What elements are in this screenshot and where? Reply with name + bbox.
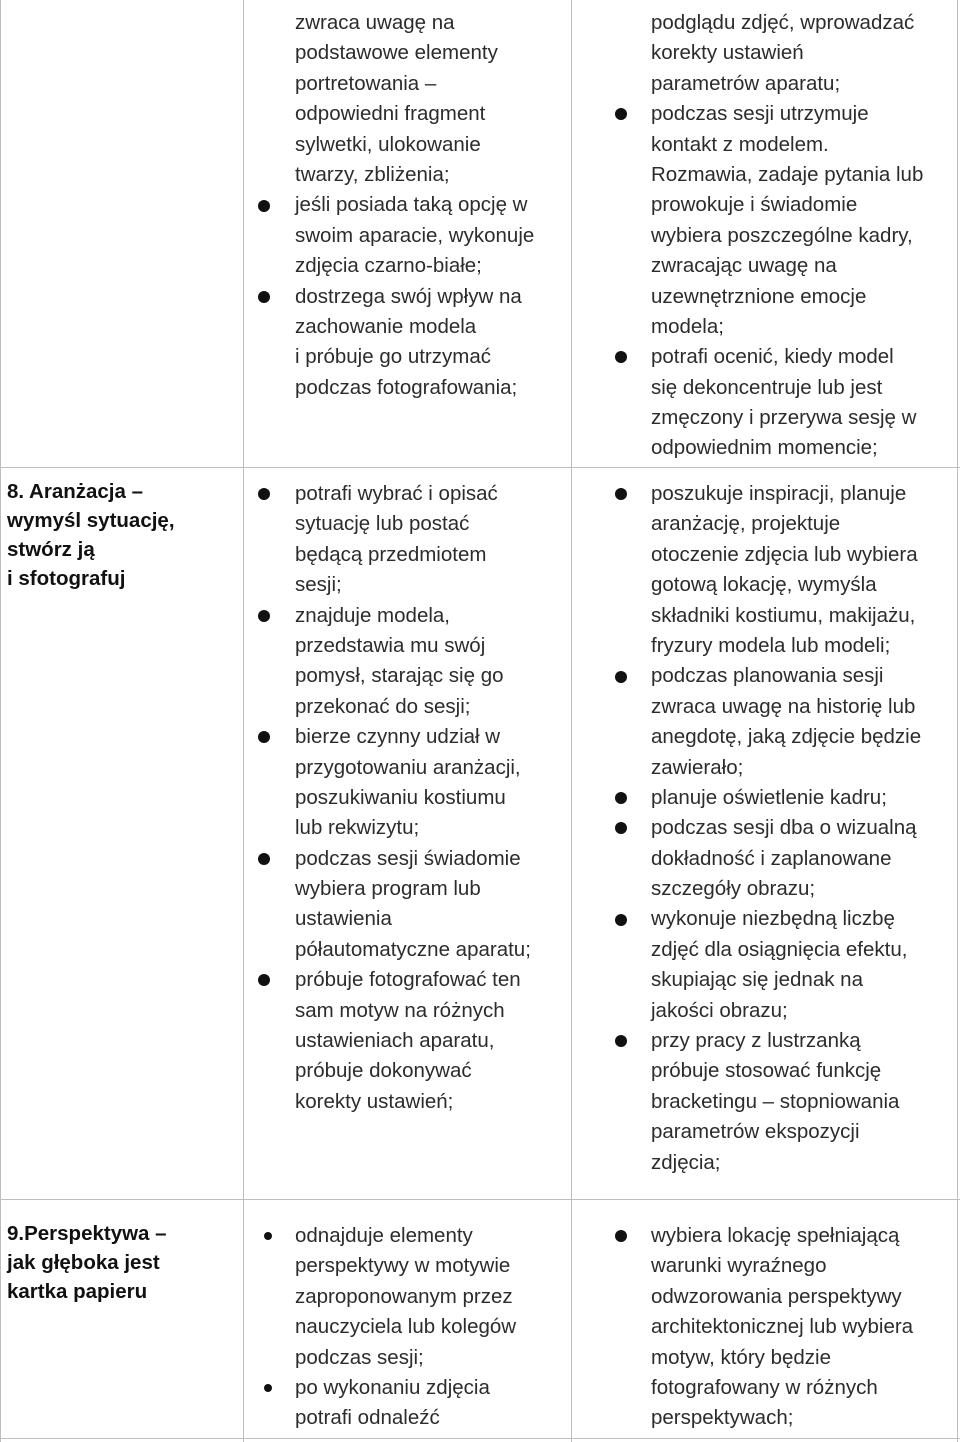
cell-text-line: zawierało; xyxy=(651,755,744,779)
cell-text-line: dokładność i zaplanowane xyxy=(651,846,892,870)
cell-text-line: przy pracy z lustrzanką xyxy=(651,1029,861,1053)
cell-text-line: lub rekwizytu; xyxy=(295,816,420,840)
bullet-icon xyxy=(615,914,627,926)
cell-text-line: po wykonaniu zdjęcia xyxy=(295,1375,490,1399)
cell-text-line: swoim aparacie, wykonuje xyxy=(295,223,535,247)
cell-text-line: składniki kostiumu, makijażu, xyxy=(651,603,916,627)
cell-text-line: ustawienia xyxy=(295,907,392,931)
cell-text-line: planuje oświetlenie kadru; xyxy=(651,785,887,809)
criterion-item xyxy=(295,1221,516,1373)
row-border xyxy=(0,1199,960,1200)
bullet-icon xyxy=(258,200,270,212)
cell-text-line: zwracając uwagę na xyxy=(651,254,837,278)
criterion-item xyxy=(295,8,534,190)
cell-text-line: aranżację, projektuje xyxy=(651,512,841,536)
column-border xyxy=(0,0,1,1442)
bullet-icon xyxy=(615,792,627,804)
basic-requirements-cell xyxy=(295,8,534,403)
cell-text-line: jakości obrazu; xyxy=(651,998,788,1022)
cell-text-line: będącą przedmiotem xyxy=(295,542,487,566)
cell-text-line: podstawowe elementy xyxy=(295,41,498,65)
cell-text-line: przygotowaniu aranżacji, xyxy=(295,755,521,779)
column-border xyxy=(243,0,244,1442)
topic-cell xyxy=(7,1219,167,1306)
cell-text-line: dostrzega swój wpływ na xyxy=(295,284,522,308)
cell-text-line: odpowiednim momencie; xyxy=(651,436,878,460)
criterion-item xyxy=(651,99,923,342)
cell-text-line: parametrów ekspozycji xyxy=(651,1120,860,1144)
cell-text-line: zwraca uwagę na historię lub xyxy=(651,694,916,718)
cell-text-line: półautomatyczne aparatu; xyxy=(295,937,531,961)
cell-text-line: korekty ustawień xyxy=(651,41,804,65)
cell-text-line: parametrów aparatu; xyxy=(651,71,841,95)
cell-text-line: podczas planowania sesji xyxy=(651,664,884,688)
cell-text-line: poszukiwaniu kostiumu xyxy=(295,785,506,809)
cell-text-line: próbuje stosować funkcję xyxy=(651,1059,882,1083)
cell-text-line: twarzy, zbliżenia; xyxy=(295,162,450,186)
criterion-item xyxy=(295,479,531,601)
column-border xyxy=(571,0,572,1442)
cell-text-line: podczas sesji utrzymuje xyxy=(651,102,869,126)
cell-text-line: nauczyciela lub kolegów xyxy=(295,1315,517,1339)
cell-text-line: podczas sesji; xyxy=(295,1345,424,1369)
criterion-item xyxy=(295,965,531,1117)
cell-text-line: próbuje fotografować ten xyxy=(295,968,521,992)
cell-text-line: kartka papieru xyxy=(7,1280,148,1303)
cell-text-line: perspektywy w motywie xyxy=(295,1254,511,1278)
cell-text-line: zmęczony i przerywa sesję w xyxy=(651,406,917,430)
row-border xyxy=(0,1438,960,1439)
cell-text-line: próbuje dokonywać xyxy=(295,1059,472,1083)
cell-text-line: perspektywach; xyxy=(651,1406,794,1430)
cell-text-line: pomysł, starając się go xyxy=(295,664,504,688)
cell-text-line: wybiera poszczególne kadry, xyxy=(651,223,913,247)
cell-text-line: zdjęcia czarno-białe; xyxy=(295,254,482,278)
criterion-item xyxy=(295,722,531,844)
cell-text-line: poszukuje inspiracji, planuje xyxy=(651,482,907,505)
cell-text-line: podglądu zdjęć, wprowadzać xyxy=(651,11,915,34)
cell-text-line: i sfotografuj xyxy=(7,567,126,590)
cell-text-line: bracketingu – stopniowania xyxy=(651,1089,900,1113)
cell-text-line: anegdotę, jaką zdjęcie będzie xyxy=(651,725,922,749)
cell-text-line: bierze czynny udział w xyxy=(295,725,501,749)
cell-text-line: przedstawia mu swój xyxy=(295,633,486,657)
topic-cell xyxy=(7,477,175,593)
bullet-icon xyxy=(258,488,270,500)
criterion-item xyxy=(295,282,534,404)
bullet-icon xyxy=(615,488,627,500)
cell-text-line: otoczenie zdjęcia lub wybiera xyxy=(651,542,918,566)
bullet-icon xyxy=(615,1035,627,1047)
criterion-item xyxy=(651,1026,921,1178)
cell-text-line: jak głęboka jest xyxy=(7,1251,160,1274)
bullet-icon xyxy=(615,108,627,120)
cell-text-line: sylwetki, ulokowanie xyxy=(295,132,481,156)
cell-text-line: zdjęcia; xyxy=(651,1150,721,1174)
cell-text-line: odwzorowania perspektywy xyxy=(651,1284,902,1308)
cell-text-line: podczas sesji dba o wizualną xyxy=(651,816,917,840)
cell-text-line: potrafi odnaleźć xyxy=(295,1406,440,1430)
criterion-item xyxy=(651,783,921,813)
bullet-icon xyxy=(615,351,627,363)
bullet-icon xyxy=(615,1230,627,1242)
cell-text-line: skupiając się jednak na xyxy=(651,968,863,992)
cell-text-line: wybiera program lub xyxy=(295,877,481,901)
bullet-icon xyxy=(258,974,270,986)
extended-requirements-cell xyxy=(651,8,923,464)
cell-text-line: fryzury modela lub modeli; xyxy=(651,633,891,657)
criterion-item xyxy=(651,904,921,1026)
criterion-item xyxy=(651,661,921,783)
cell-text-line: korekty ustawień; xyxy=(295,1089,454,1113)
cell-text-line: prowokuje i świadomie xyxy=(651,193,858,217)
cell-text-line: Rozmawia, zadaje pytania lub xyxy=(651,162,924,186)
cell-text-line: znajduje modela, xyxy=(295,603,450,627)
cell-text-line: gotową lokację, wymyśla xyxy=(651,573,877,597)
bullet-icon xyxy=(258,610,270,622)
criterion-item xyxy=(651,342,923,464)
criterion-item xyxy=(295,190,534,281)
cell-text-line: sam motyw na różnych xyxy=(295,998,505,1022)
cell-text-line: przekonać do sesji; xyxy=(295,694,471,718)
cell-text-line: portretowania – xyxy=(295,71,437,95)
criterion-item xyxy=(651,8,923,99)
cell-text-line: podczas sesji świadomie xyxy=(295,846,521,870)
criterion-item xyxy=(295,1373,516,1434)
cell-text-line: fotografowany w różnych xyxy=(651,1375,878,1399)
cell-text-line: sesji; xyxy=(295,573,342,597)
cell-text-line: zaproponowanym przez xyxy=(295,1284,513,1308)
bullet-icon xyxy=(258,731,270,743)
basic-requirements-cell xyxy=(295,479,531,1117)
criterion-item xyxy=(651,813,921,904)
cell-text-line: uzewnętrznione emocje xyxy=(651,284,867,308)
criterion-item xyxy=(651,479,921,661)
bullet-icon xyxy=(615,671,627,683)
bullet-icon xyxy=(264,1232,272,1240)
cell-text-line: sytuację lub postać xyxy=(295,512,470,536)
cell-text-line: architektonicznej lub wybiera xyxy=(651,1315,914,1339)
cell-text-line: zdjęć dla osiągnięcia efektu, xyxy=(651,937,908,961)
criterion-item xyxy=(295,601,531,723)
cell-text-line: kontakt z modelem. xyxy=(651,132,829,156)
cell-text-line: się dekoncentruje lub jest xyxy=(651,375,883,399)
cell-text-line: odnajduje elementy xyxy=(295,1224,473,1247)
cell-text-line: jeśli posiada taką opcję w xyxy=(295,193,528,217)
bullet-icon xyxy=(258,291,270,303)
criterion-item xyxy=(295,844,531,966)
cell-text-line: motyw, który będzie xyxy=(651,1345,832,1369)
column-border xyxy=(957,0,958,1442)
cell-text-line: odpowiedni fragment xyxy=(295,102,486,126)
cell-text-line: warunki wyraźnego xyxy=(651,1254,827,1278)
cell-text-line: wymyśl sytuację, xyxy=(7,509,175,532)
cell-text-line: szczegóły obrazu; xyxy=(651,877,816,901)
cell-text-line: stwórz ją xyxy=(7,538,95,561)
cell-text-line: 9.Perspektywa – xyxy=(7,1222,167,1245)
cell-text-line: potrafi ocenić, kiedy model xyxy=(651,345,894,369)
extended-requirements-cell xyxy=(651,479,921,1178)
cell-text-line: modela; xyxy=(651,314,724,338)
basic-requirements-cell xyxy=(295,1221,516,1434)
cell-text-line: 8. Aranżacja – xyxy=(7,480,143,503)
cell-text-line: zwraca uwagę na xyxy=(295,11,455,34)
bullet-icon xyxy=(264,1384,272,1392)
criterion-item xyxy=(651,1221,913,1434)
cell-text-line: ustawieniach aparatu, xyxy=(295,1029,495,1053)
bullet-icon xyxy=(258,853,270,865)
cell-text-line: podczas fotografowania; xyxy=(295,375,518,399)
cell-text-line: wybiera lokację spełniającą xyxy=(651,1224,900,1247)
row-border xyxy=(0,467,960,468)
cell-text-line: zachowanie modela xyxy=(295,314,477,338)
cell-text-line: i próbuje go utrzymać xyxy=(295,345,491,369)
bullet-icon xyxy=(615,822,627,834)
cell-text-line: potrafi wybrać i opisać xyxy=(295,482,498,505)
extended-requirements-cell xyxy=(651,1221,913,1434)
cell-text-line: wykonuje niezbędną liczbę xyxy=(651,907,895,931)
